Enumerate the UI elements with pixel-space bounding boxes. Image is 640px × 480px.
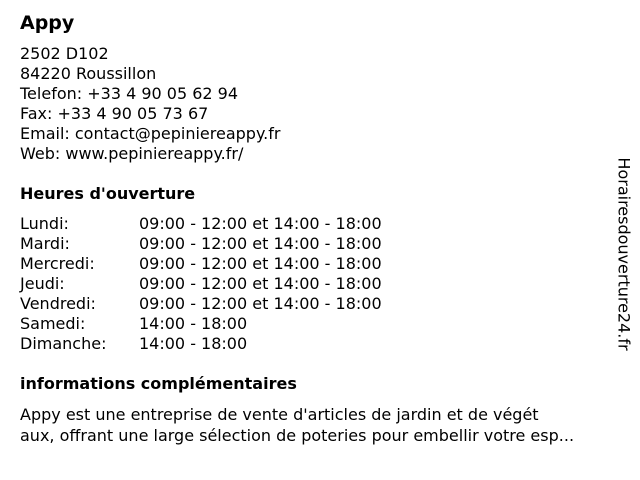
day-label: Dimanche: <box>20 334 107 353</box>
hours-row-saturday <box>20 314 382 334</box>
hours-row-tuesday <box>20 234 382 254</box>
hours-row-monday <box>20 214 382 234</box>
time-range: 09:00 - 12:00 et 14:00 - 18:00 <box>139 254 382 273</box>
day-label: Samedi: <box>20 314 86 333</box>
info-heading: informations complémentaires <box>20 374 297 393</box>
info-line-2: aux, offrant une large sélection de poteries pour embellir votre esp... <box>20 426 575 445</box>
hours-heading: Heures d'ouverture <box>20 184 196 203</box>
day-label: Jeudi: <box>20 274 65 293</box>
time-range: 14:00 - 18:00 <box>139 334 248 353</box>
business-name: Appy <box>20 12 75 34</box>
opening-hours-table <box>20 214 382 354</box>
time-range: 09:00 - 12:00 et 14:00 - 18:00 <box>139 274 382 293</box>
time-range: 09:00 - 12:00 et 14:00 - 18:00 <box>139 234 382 253</box>
contact-block <box>20 44 280 164</box>
phone-number: Telefon: +33 4 90 05 62 94 <box>20 84 239 103</box>
day-label: Mercredi: <box>20 254 95 273</box>
info-description <box>20 404 624 446</box>
day-label: Vendredi: <box>20 294 96 313</box>
hours-row-sunday <box>20 334 382 354</box>
website-url: Web: www.pepiniereappy.fr/ <box>20 144 244 163</box>
time-range: 14:00 - 18:00 <box>139 314 248 333</box>
watermark-text: Horairesdouverture24.fr <box>614 157 634 351</box>
info-line-1: Appy est une entreprise de vente d'articles de jardin et de végét <box>20 405 539 424</box>
address-line-1: 2502 D102 <box>20 44 109 63</box>
hours-row-wednesday <box>20 254 382 274</box>
time-range: 09:00 - 12:00 et 14:00 - 18:00 <box>139 294 382 313</box>
day-label: Mardi: <box>20 234 70 253</box>
time-range: 09:00 - 12:00 et 14:00 - 18:00 <box>139 214 382 233</box>
hours-row-thursday <box>20 274 382 294</box>
fax-number: Fax: +33 4 90 05 73 67 <box>20 104 209 123</box>
address-line-2: 84220 Roussillon <box>20 64 157 83</box>
day-label: Lundi: <box>20 214 69 233</box>
hours-row-friday <box>20 294 382 314</box>
email-address: Email: contact@pepiniereappy.fr <box>20 124 281 143</box>
